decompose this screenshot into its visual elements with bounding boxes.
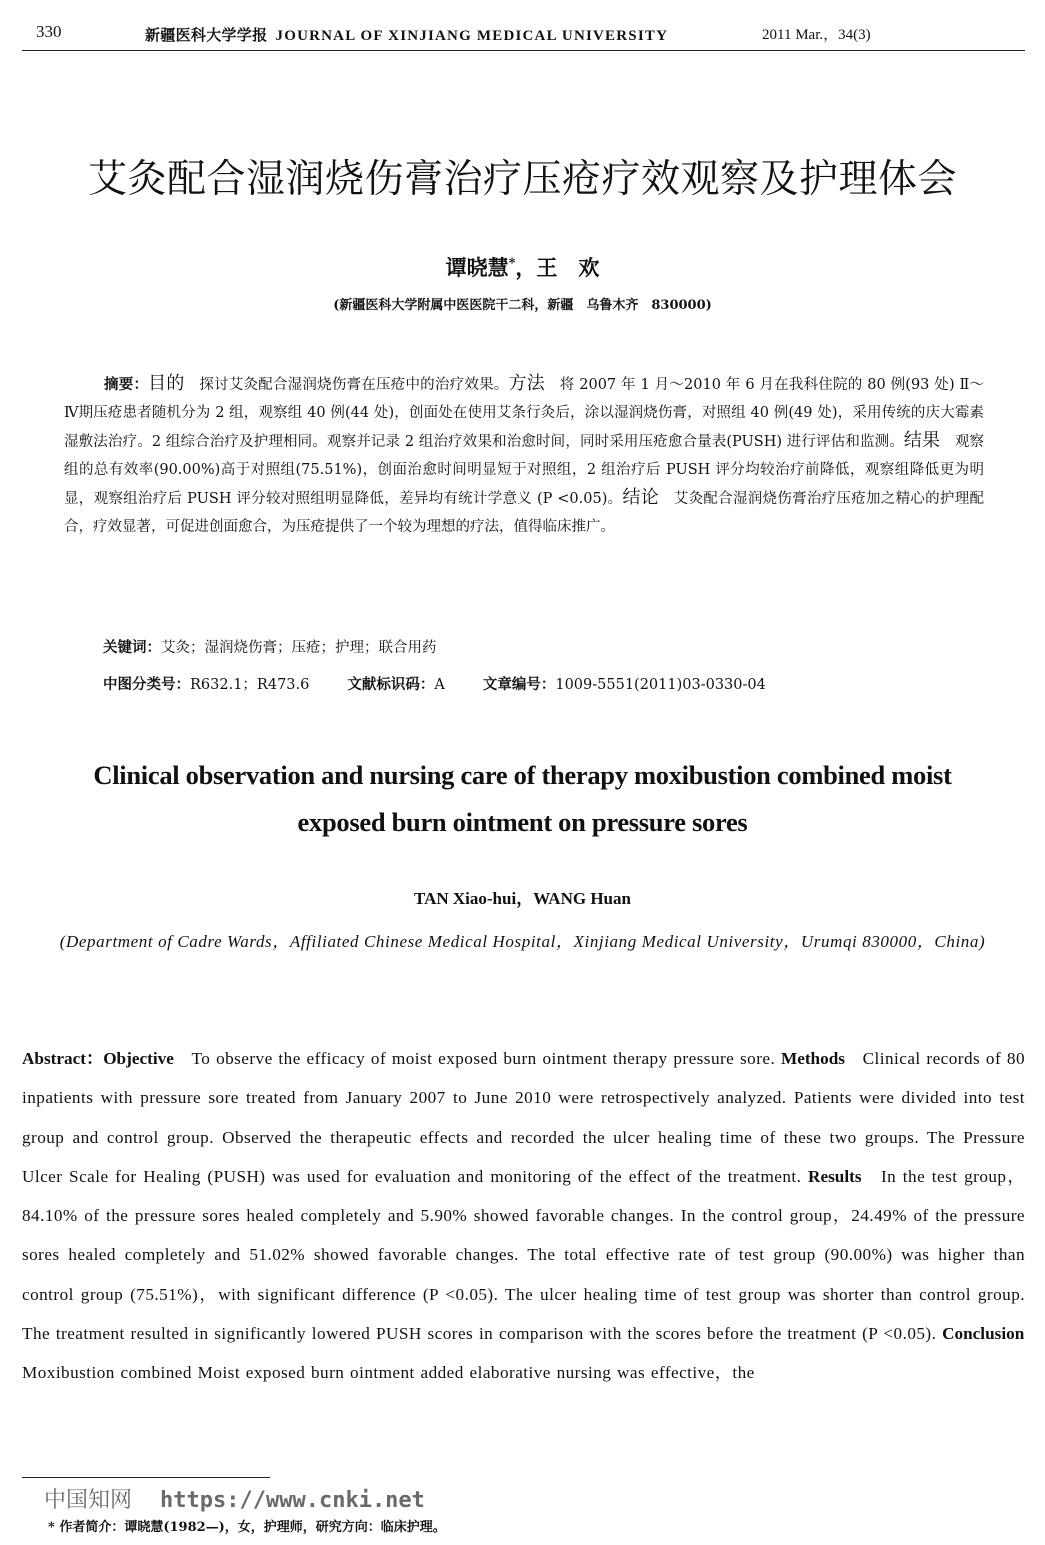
abstract-cn (64, 370, 984, 541)
results-cn-label: 结果 (903, 430, 941, 451)
article-no-value: 1009-5551(2011)03-0330-04 (555, 677, 766, 693)
title-en (0, 752, 1045, 846)
keywords-text: 艾灸；湿润烧伤膏；压疮；护理；联合用药 (161, 640, 437, 656)
author-footnote: * 作者简介：谭晓慧(1982—)，女，护理师，研究方向：临床护理。 (48, 1520, 446, 1535)
abstract-cn-label: 摘要： (104, 376, 149, 393)
corresponding-mark: * (508, 256, 516, 271)
methods-en: Clinical records of 80 inpatients with pressure sore treated from January 2007 to June 2010 were retrospectively analyzed. Patients were divided into test group and control group. Observed the therapeutic effects and recorded the ulcer healing time of these two groups. The Pressure Ulcer Scale for Healing (PUSH) was used for evaluation and monitoring of the effect of the treatment. (22, 1049, 1025, 1186)
running-header (145, 24, 668, 45)
affiliation-en-text: (Department of Cadre Wards，Affiliated Chinese Medical Hospital，Xinjiang Medical University，Urumqi 830000，China) (59, 932, 986, 951)
objective-cn: 探讨艾灸配合湿润烧伤膏在压疮中的治疗效果。 (184, 377, 509, 393)
methods-cn-label: 方法 (508, 373, 545, 394)
watermark-cn: 中国知网 (44, 1488, 133, 1513)
second-author-cn: ，王 欢 (515, 255, 600, 280)
conclusion-en: Moxibustion combined Moist exposed burn ointment added elaborative nursing was effective，the (22, 1324, 1042, 1383)
results-en-label: Results (808, 1166, 862, 1186)
journal-name-en: JOURNAL OF XINJIANG MEDICAL UNIVERSITY (275, 28, 669, 44)
title-en-text: Clinical observation and nursing care of therapy moxibustion combined moist exposed burn ointment on pressure sores (93, 760, 952, 837)
affiliation-en (30, 924, 1015, 960)
results-cn: 观察组的总有效率(90.00%)高于对照组(75.51%)，创面治愈时间明显短于对照组，2 组治疗后 PUSH 评分均较治疗前降低，观察组降低更为明显，观察组治疗后 PUSH 评分较对照组明显降低，差异均有统计学意义 (P <0.05)。 (64, 434, 985, 507)
objective-cn-label: 目的 (148, 373, 185, 394)
clc-value: R632.1；R473.6 (190, 677, 310, 693)
keywords-label: 关键词： (103, 639, 161, 656)
first-author-cn: 谭晓慧 (445, 255, 509, 280)
abstract-en (22, 1039, 1042, 1393)
conclusion-cn: 艾灸配合湿润烧伤膏治疗压疮加之精心的护理配合，疗效显著，可促进创面愈合，为压疮提供了一个较为理想的疗法，值得临床推广。 (64, 491, 985, 535)
methods-cn: 将 2007 年 1 月～2010 年 6 月在我科住院的 80 例(93 处) Ⅱ～Ⅳ期压疮患者随机分为 2 组，观察组 40 例(44 处)，创面处在使用艾条行灸后，涂以湿润烧伤膏，对照组 40 例(49 处)，采用传统的庆大霉素湿敷法治疗。2 组综合治疗及护理相同。观察并记录 2 组治疗效果和治愈时间，同时采用压疮愈合量表(PUSH) 进行评估和监测。 (64, 377, 985, 450)
affiliation-cn: (新疆医科大学附属中医医院干二科，新疆 乌鲁木齐 830000) (333, 298, 712, 313)
authors-cn (0, 252, 1045, 282)
methods-en-label: Methods (780, 1049, 845, 1068)
authors-en: TAN Xiao-hui，WANG Huan (414, 889, 631, 908)
title-cn: 艾灸配合湿润烧伤膏治疗压疮疗效观察及护理体会 (87, 157, 957, 202)
conclusion-cn-label: 结论 (622, 487, 660, 508)
issue-info: 2011 Mar.，34(3) (762, 27, 871, 43)
doc-code-value: A (434, 677, 445, 693)
header-rule (22, 50, 1025, 51)
results-en: In the test group，84.10% of the pressure sores healed completely and 5.90% showed favorable changes. In the control group，24.49% of the pressure sores healed completely and 51.02% showed favorable changes. The total effective rate of test group (90.00%) was higher than control group (75.51%)，with significant difference (P <0.05). The ulcer healing time of test group was shorter than control group. The treatment resulted in significantly lowered PUSH scores in comparison with the scores before the treatment (P <0.05). (22, 1166, 1025, 1344)
conclusion-en-label: Conclusion (942, 1324, 1025, 1344)
classification-line (103, 673, 766, 694)
journal-name-cn: 新疆医科大学学报 (145, 28, 268, 44)
footnote-rule (22, 1477, 270, 1478)
clc-label: 中图分类号： (103, 676, 190, 693)
page-number: 330 (36, 22, 62, 41)
watermark-url: https://www.cnki.net (160, 1488, 425, 1513)
article-no-label: 文章编号： (482, 676, 556, 693)
objective-en-label: Objective (103, 1049, 174, 1068)
objective-en: To observe the efficacy of moist exposed burn ointment therapy pressure sore. (173, 1049, 776, 1068)
cnki-watermark (44, 1483, 425, 1514)
doc-code-label: 文献标识码： (347, 676, 435, 693)
abstract-en-label: Abstract： (22, 1049, 104, 1068)
keywords-cn (103, 636, 437, 657)
